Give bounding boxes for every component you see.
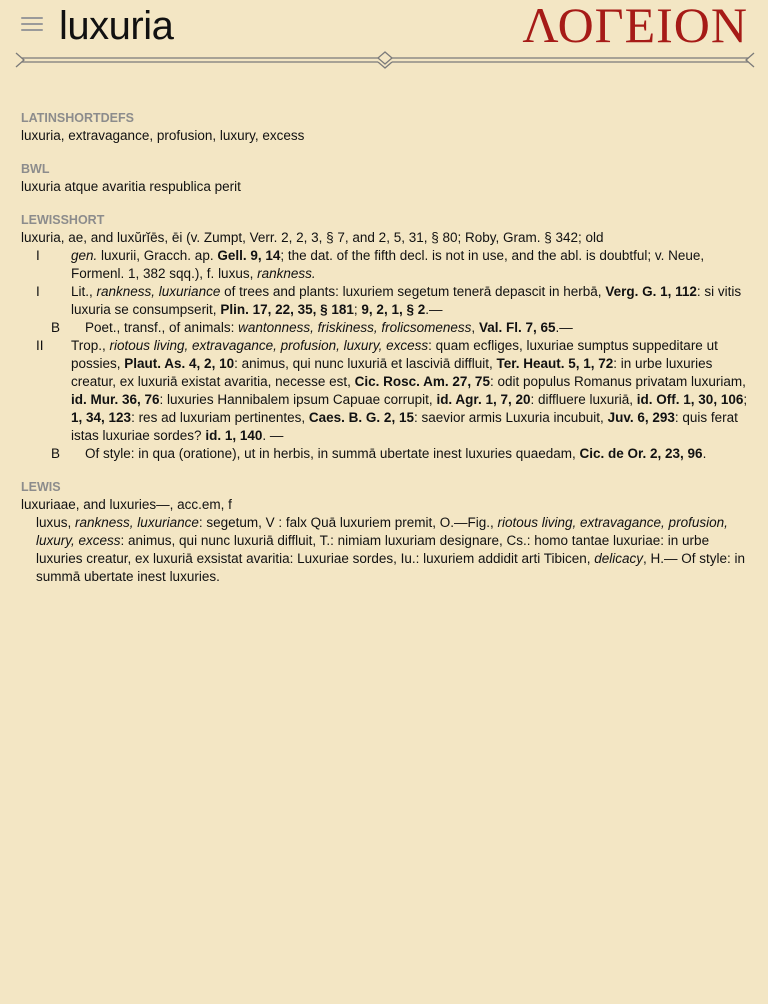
sense-text: : si vitis luxuria se consumpserit,: [71, 284, 742, 317]
sense-number: B: [51, 446, 61, 461]
sense-text: luxurii, Gracch. ap.: [97, 248, 218, 263]
sense-i-gen: [21, 247, 751, 283]
sense-text: Poet., transf., of animals:: [85, 320, 239, 335]
citation: id. Mur. 36, 76: [71, 392, 160, 407]
section-title: BWL: [21, 162, 50, 176]
page-title: luxuria: [59, 4, 174, 48]
sense-text: ; the dat. of the fifth decl. is not in use, and the abl. is doubtful; v. Neue, Formenl. 1, 382 sqq.), f. luxus,: [71, 248, 705, 281]
citation: Cic. de Or. 2, 23, 96: [579, 446, 703, 461]
sense-text: Lit.,: [71, 284, 97, 299]
definition-text: luxuria, extravagance, profusion, luxury, excess: [21, 128, 305, 143]
entry-text: : animus, qui nunc luxuriā diffluit, T.: nimiam luxuriam designare, Cs.: homo tantae luxuriae: in urbe luxuries creatur, ex luxuriā exsistat avaritia: Luxuriae sordes, Iu.: luxuriem addidit arti Tibicen,: [36, 533, 710, 566]
sense-text: rankness, luxuriance: [96, 284, 221, 299]
entry-head: luxuria, ae, and luxŭrĭēs, ēi (v. Zumpt, Verr. 2, 2, 3, § 7, and 2, 5, 31, § 80; Roby, Gram. § 342; old: [21, 230, 604, 245]
sense-text: : quis ferat istas luxuriae sordes?: [71, 410, 738, 443]
section-title: LEWIS: [21, 480, 61, 494]
citation: Ter. Heaut. 5, 1, 72: [496, 356, 614, 371]
section-lewisshort: [21, 212, 751, 463]
sense-number: B: [51, 320, 61, 335]
citation: Plin. 17, 22, 35, § 181: [220, 302, 354, 317]
entry-text: , H.— Of style: in summā ubertate inest luxuries.: [36, 551, 746, 584]
sense-text: : quam ecfliges, luxuriae sumptus suppeditare ut possies,: [71, 338, 718, 371]
sense-text: : diffluere luxuriā,: [530, 392, 637, 407]
sense-text: .—: [425, 302, 443, 317]
entry-head: luxuriaae, and luxuries—, acc.em, f: [21, 497, 232, 512]
sense-text: .—: [555, 320, 573, 335]
citation: id. Agr. 1, 7, 20: [436, 392, 531, 407]
menu-bar: [21, 17, 43, 19]
phrase-text: luxuria atque avaritia respublica perit: [21, 179, 241, 194]
section-title: LEWISSHORT: [21, 213, 105, 227]
citation: Juv. 6, 293: [607, 410, 675, 425]
entry-body: [21, 514, 751, 586]
sense-text: .: [702, 446, 707, 461]
entry-text: riotous living, extravagance, profusion, luxury, excess: [36, 515, 728, 548]
citation: Gell. 9, 14: [217, 248, 281, 263]
sense-text: gen.: [71, 248, 98, 263]
entry-text: : segetum, V : falx Quā luxuriem premit, O.—Fig.,: [198, 515, 498, 530]
entry-text: delicacy: [594, 551, 644, 566]
section-latinshortdefs: [21, 110, 751, 145]
sense-text: : res ad luxuriam pertinentes,: [131, 410, 309, 425]
ornamental-divider: [12, 50, 758, 70]
citation: Plaut. As. 4, 2, 10: [124, 356, 235, 371]
sense-number: I: [36, 284, 40, 299]
sense-text: : animus, qui nunc luxuriā et lasciviā diffluit,: [234, 356, 497, 371]
dictionary-content: [21, 110, 751, 602]
sense-number: I: [36, 248, 40, 263]
citation: id. Off. 1, 30, 106: [636, 392, 744, 407]
hamburger-menu-icon[interactable]: [21, 17, 43, 35]
sense-i-lit: [21, 283, 751, 319]
menu-bar: [21, 29, 43, 31]
section-bwl: [21, 161, 751, 196]
entry-text: rankness, luxuriance: [75, 515, 199, 530]
sense-b-poet: [21, 319, 751, 337]
citation: Verg. G. 1, 112: [605, 284, 697, 299]
logeion-logo[interactable]: ΛΟΓΕΙΟΝ: [522, 0, 748, 53]
section-lewis: [21, 479, 751, 586]
sense-text: Trop.,: [71, 338, 110, 353]
sense-text: wantonness, friskiness, frolicsomeness: [238, 320, 472, 335]
sense-text: : luxuries Hannibalem ipsum Capuae corrupit,: [159, 392, 437, 407]
sense-number: II: [36, 338, 44, 353]
section-title: LATINSHORTDEFS: [21, 111, 134, 125]
citation: 9, 2, 1, § 2: [361, 302, 426, 317]
sense-text: ;: [743, 392, 748, 407]
sense-text: ;: [353, 302, 362, 317]
menu-bar: [21, 23, 43, 25]
citation: Cic. Rosc. Am. 27, 75: [354, 374, 490, 389]
citation: 1, 34, 123: [71, 410, 132, 425]
citation: Caes. B. G. 2, 15: [308, 410, 414, 425]
citation: id. 1, 140: [205, 428, 263, 443]
sense-ii-trop: [21, 337, 751, 445]
sense-text: rankness.: [257, 266, 316, 281]
citation: Val. Fl. 7, 65: [478, 320, 556, 335]
header: [0, 0, 768, 70]
sense-text: : odit populus Romanus privatam luxuriam,: [489, 374, 746, 389]
sense-text: : in urbe luxuries creatur, ex luxuriā existat avaritia, necesse est,: [71, 356, 713, 389]
sense-text: of trees and plants: luxuriem segetum tenerā depascit in herbā,: [220, 284, 606, 299]
sense-text: ,: [471, 320, 479, 335]
sense-text: : saevior armis Luxuria incubuit,: [413, 410, 608, 425]
sense-b-style: [21, 445, 751, 463]
sense-text: riotous living, extravagance, profusion, luxury, excess: [109, 338, 429, 353]
entry-text: luxus,: [36, 515, 76, 530]
sense-text: . —: [262, 428, 284, 443]
sense-text: Of style: in qua (oratione), ut in herbis, in summā ubertate inest luxuries quaedam,: [85, 446, 580, 461]
